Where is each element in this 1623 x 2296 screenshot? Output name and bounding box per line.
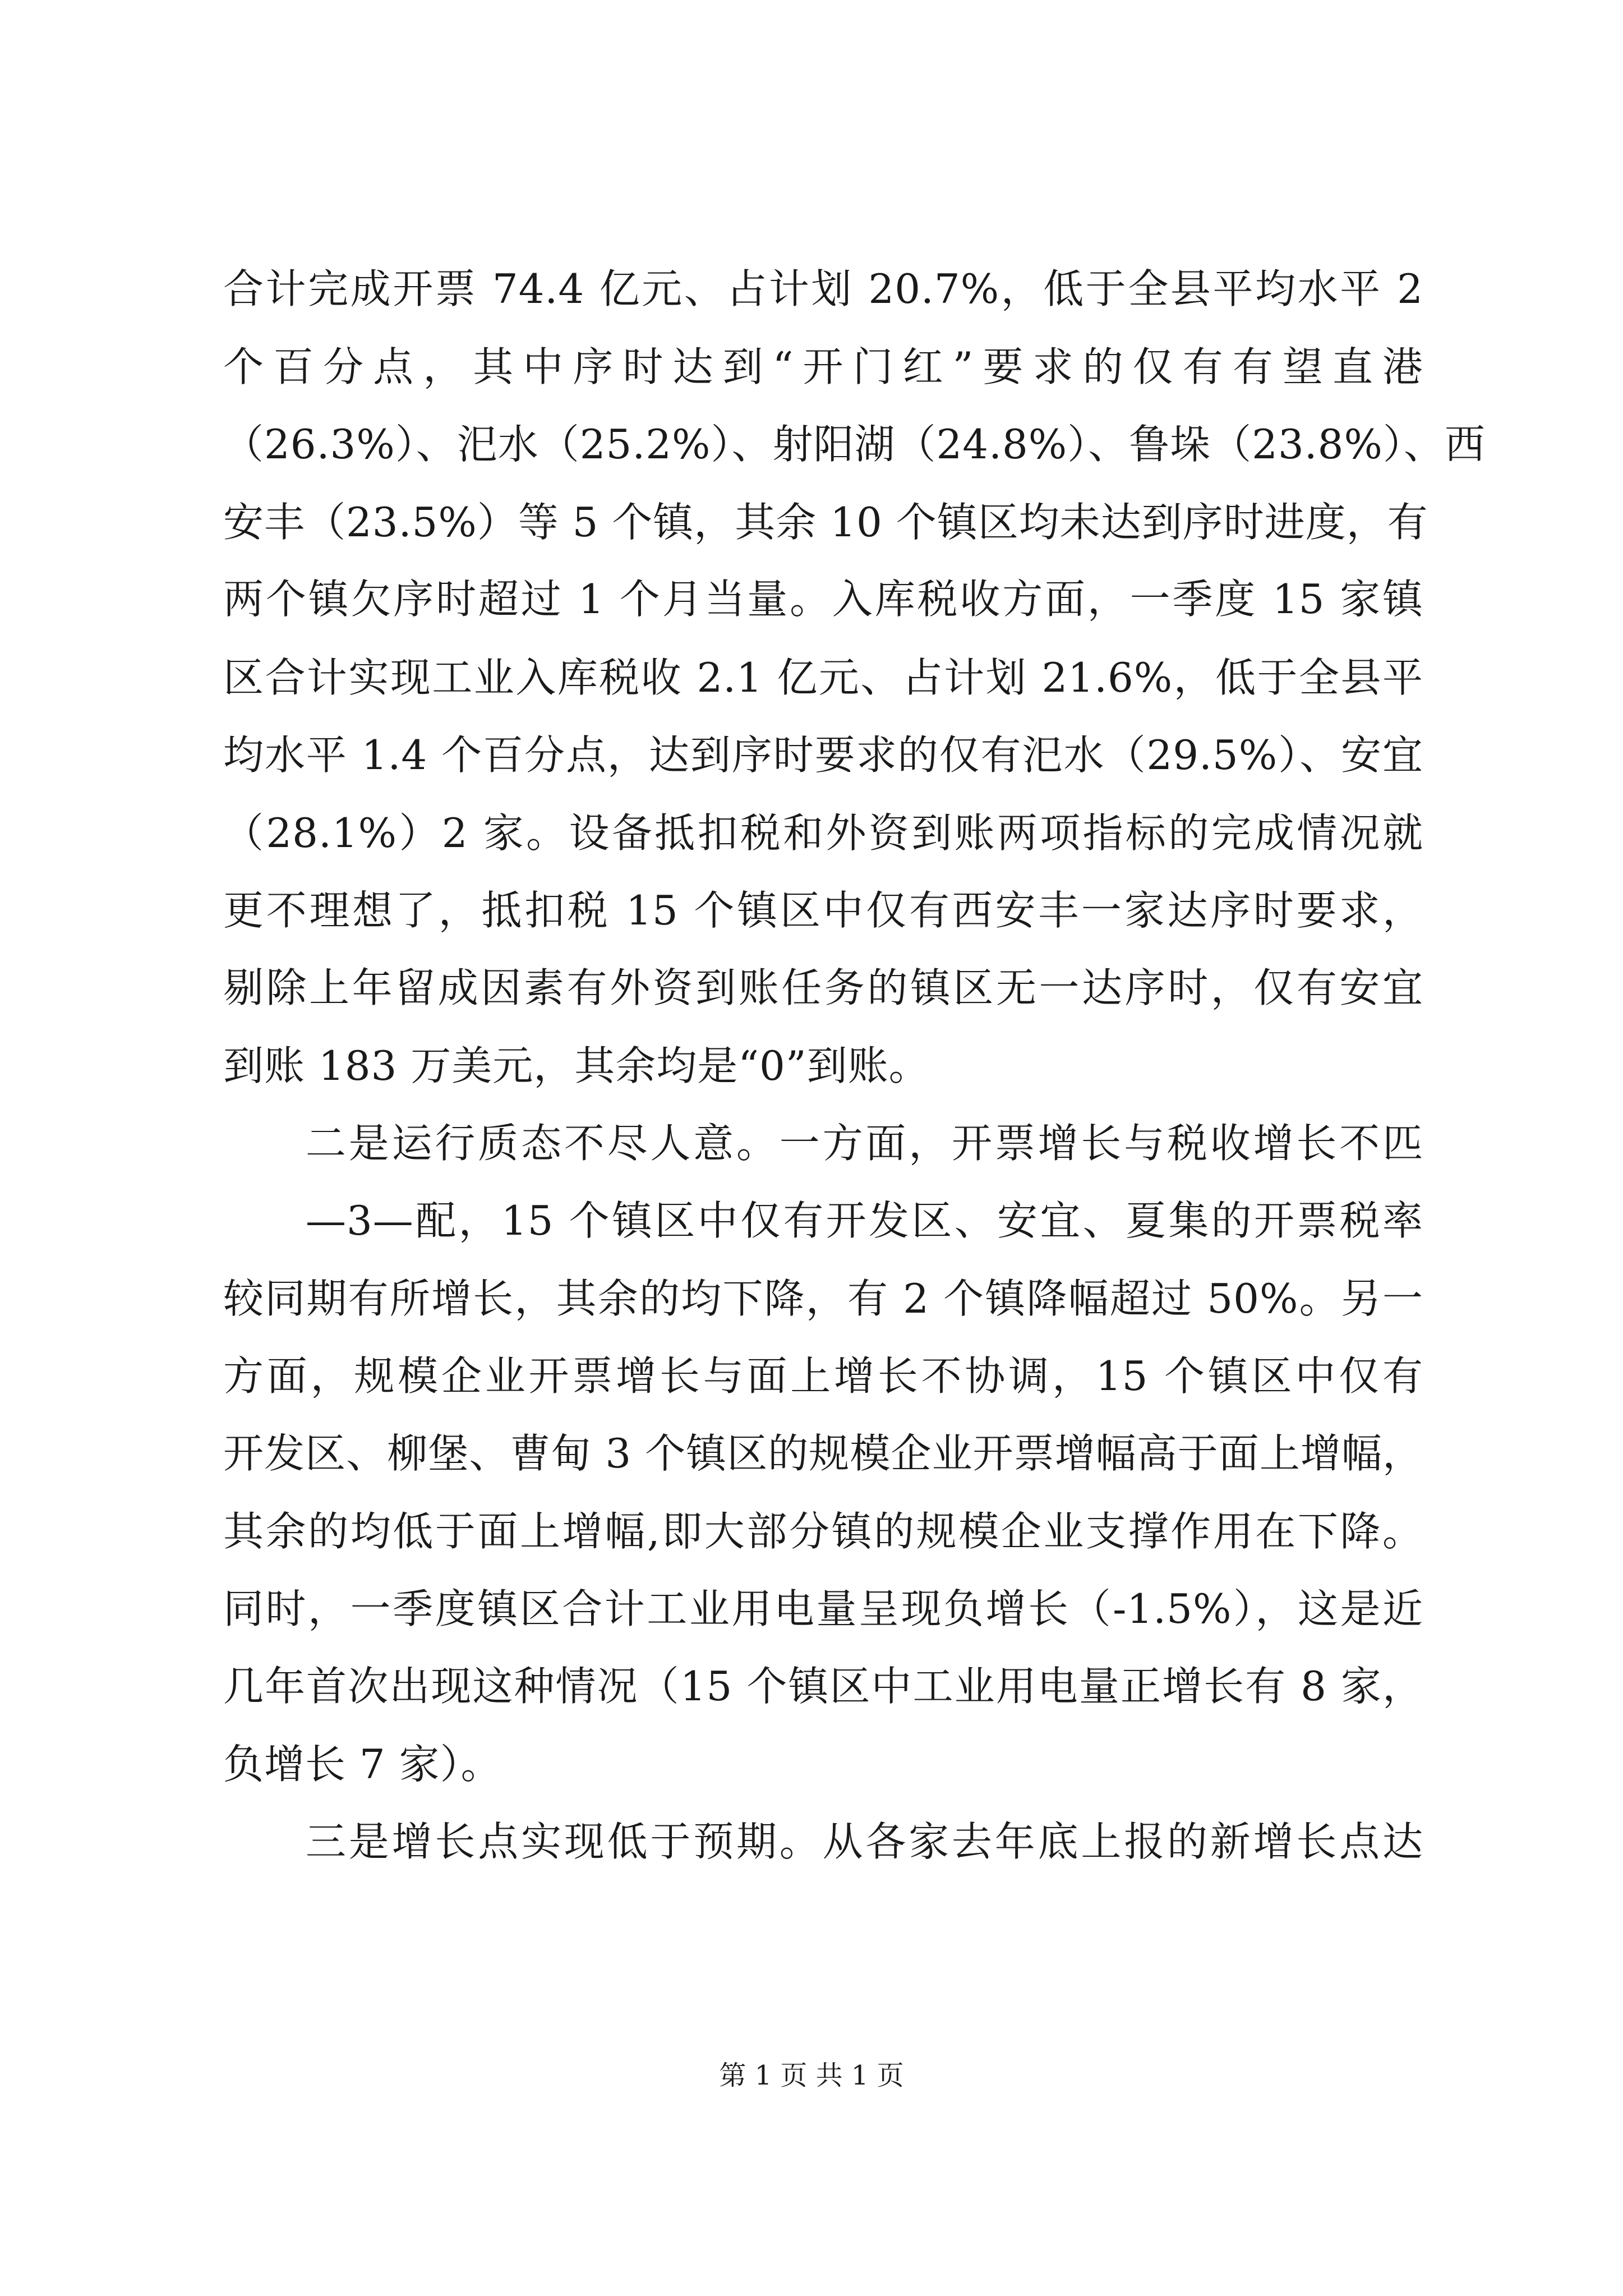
text-line-1: 合计完成开票 74.4 亿元、占计划 20.7%，低于全县平均水平 2 (223, 265, 1423, 312)
text-line-3: （26.3%）、汜水（25.2%）、射阳湖（24.8%）、鲁垛（23.8%）、西 (223, 421, 1486, 468)
text-line-9: 更不理想了，抵扣税 15 个镇区中仅有西安丰一家达序时要求， (223, 887, 1423, 934)
text-line-7: 均水平 1.4 个百分点，达到序时要求的仅有汜水（29.5%）、安宜 (223, 731, 1423, 779)
text-line-8: （28.1%）2 家。设备抵扣税和外资到账两项指标的完成情况就 (223, 809, 1423, 857)
text-line-18: 同时，一季度镇区合计工业用电量呈现负增长（-1.5%），这是近 (223, 1585, 1423, 1632)
text-line-14: 较同期有所增长，其余的均下降，有 2 个镇降幅超过 50%。另一 (223, 1275, 1423, 1322)
text-line-12: 二是运行质态不尽人意。一方面，开票增长与税收增长不匹 (306, 1120, 1423, 1167)
text-line-4: 安丰（23.5%）等 5 个镇，其余 10 个镇区均未达到序时进度，有 (223, 499, 1428, 546)
text-line-13: —3—配，15 个镇区中仅有开发区、安宜、夏集的开票税率 (306, 1197, 1423, 1244)
text-line-10: 剔除上年留成因素有外资到账任务的镇区无一达序时，仅有安宜 (223, 964, 1423, 1011)
text-line-5: 两个镇欠序时超过 1 个月当量。入库税收方面，一季度 15 家镇 (223, 576, 1423, 623)
text-line-20: 负增长 7 家）。 (223, 1741, 502, 1788)
text-line-19: 几年首次出现这种情况（15 个镇区中工业用电量正增长有 8 家， (223, 1663, 1423, 1710)
text-line-17: 其余的均低于面上增幅,即大部分镇的规模企业支撑作用在下降。 (223, 1508, 1423, 1555)
text-line-2: 个百分点，其中序时达到“开门红”要求的仅有有望直港 (223, 343, 1423, 390)
text-line-11: 到账 183 万美元，其余均是“0”到账。 (223, 1042, 930, 1089)
page-footer: 第 1 页 共 1 页 (719, 2060, 904, 2091)
text-line-6: 区合计实现工业入库税收 2.1 亿元、占计划 21.6%，低于全县平 (223, 654, 1423, 701)
text-line-16: 开发区、柳堡、曹甸 3 个镇区的规模企业开票增幅高于面上增幅， (223, 1430, 1423, 1477)
text-line-15: 方面，规模企业开票增长与面上增长不协调，15 个镇区中仅有 (223, 1352, 1423, 1400)
text-line-21: 三是增长点实现低于预期。从各家去年底上报的新增长点达 (306, 1818, 1423, 1865)
